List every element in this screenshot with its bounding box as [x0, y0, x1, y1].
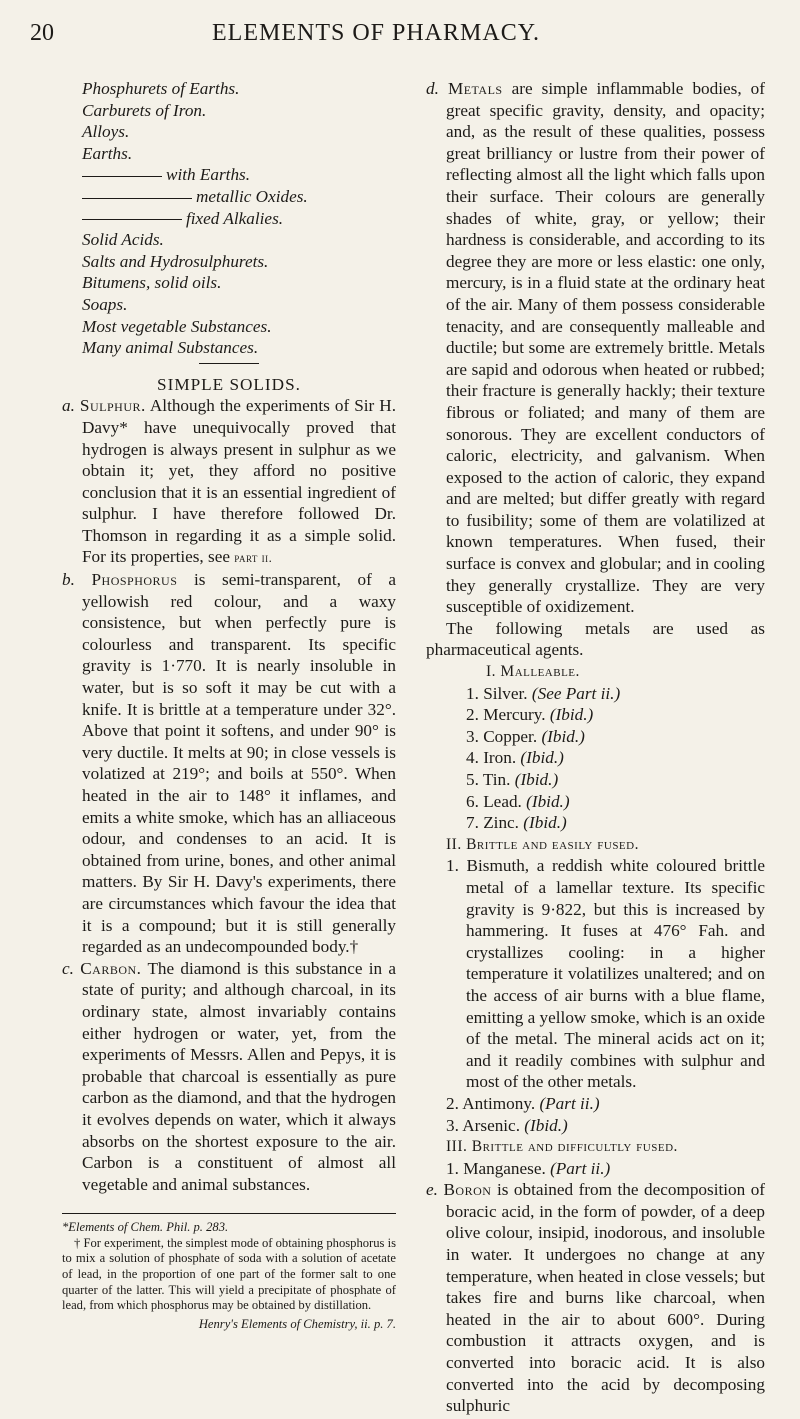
list-item: metallic Oxides. — [62, 186, 396, 208]
list-item: Carburets of Iron. — [82, 100, 207, 120]
list-item: 7. Zinc. (Ibid.) — [466, 813, 567, 833]
section-title: SIMPLE SOLIDS. — [157, 374, 301, 394]
left-column — [62, 78, 396, 1335]
list-item: Salts and Hydrosulphurets. — [82, 251, 269, 271]
list-item: 4. Iron. (Ibid.) — [466, 748, 564, 768]
list-item: Alloys. — [82, 122, 130, 142]
footnote: *Elements of Chem. Phil. p. 283. — [62, 1220, 229, 1235]
dash-rule — [82, 198, 192, 199]
group-heading: III. Brittle and difficultly fused. — [446, 1138, 678, 1156]
dash-rule — [82, 219, 182, 220]
paragraph-sulphur: a. Sulphur. Although the experiments of Sir H. Davy* have unequivocally proved that hydrogen is always present in sulphur as we obtain it; yet, they afford no positive conclusion that it is an essential ingredient of sulphur. I have therefore followed Dr. Thomson in regarding it as a simple solid. For its properties, see part ii. — [62, 396, 396, 567]
page-header — [0, 0, 800, 62]
list-item: 3. Copper. (Ibid.) — [466, 726, 585, 746]
footnote: † For experiment, the simplest mode of obtaining phosphorus is to mix a solution of phosphate of soda with a solution of acetate of lead, in the proportion of one part of the former salt to one quarter of the latter. This will yield a precipitate of phosphate of lead, from which phosphorus may be obtained by distillation. — [62, 1235, 396, 1313]
paragraph-metals: d. Metals are simple inflammable bodies, of great specific gravity, density, and opacity; and, as the result of these qualities, possess great brilliancy or lustre from their power of reflecting almost all the light which falls upon their surface. Their colours are generally shades of white, gray, or yellow; their hardness is considerable, and according to its degree they are more or less elastic: one only, mercury, is in a fluid state at the ordinary heat of the air. Many of them possess considerable tenacity, and are consequently malleable and ductile; but some are extremely brittle. Metals are sapid and odorous when heated or rubbed; their fracture is generally hackly; their texture fibrous or foliated; and many of them are sonorous. They are excellent conductors of caloric, electricity, and galvanism. When exposed to the action of caloric, they expand and are melted; but differ greatly with regard to fusibility; some of them are volatilized at known temperatures. When fused, their surface is convex and globular; and in cooling they generally crystallize. They are very susceptible of oxidizement. — [426, 79, 765, 617]
list-item: fixed Alkalies. — [62, 208, 396, 230]
page-number: 20 — [30, 20, 54, 46]
paragraph-carbon: c. Carbon. The diamond is this substance in a state of purity; and although charcoal, in its ordinary state, almost invariably contains either hydrogen or water, yet, from the experiments of Messrs. Allen and Pepys, it is probable that charcoal is essentially as pure carbon as the diamond, and that the hydrogen it evolves depends on water, which it always absorbs on the shortest exposure to the air. Carbon is a constituent of almost all vegetable and animal substances. — [62, 958, 396, 1194]
list-item: with Earths. — [62, 164, 396, 186]
list-item: 5. Tin. (Ibid.) — [466, 770, 559, 789]
dash-rule — [82, 176, 162, 177]
footnote-rule — [62, 1213, 396, 1214]
list-item: Solid Acids. — [82, 230, 164, 250]
list-item: Earths. — [82, 143, 133, 163]
list-item: Many animal Substances. — [82, 338, 259, 358]
list-item: 3. Arsenic. (Ibid.) — [446, 1115, 568, 1135]
list-item: Soaps. — [82, 294, 128, 314]
group-heading: I. Malleable. — [486, 663, 580, 681]
list-item: Most vegetable Substances. — [82, 316, 272, 336]
list-item: 1. Manganese. (Part ii.) — [446, 1158, 611, 1178]
paragraph-phosphorus: b. Phosphorus is semi-transparent, of a yellowish red colour, and a waxy consistence, but when perfectly pure is colourless and transparent. Its specific gravity is 1·770. It is nearly insoluble in water, but is so soft it may be cut with a knife. It is brittle at a temperature under 32°. Above that point it softens, and under 90° is very ductile. It melts at 90; in close vessels is volatized at 219°; and boils at 550°. When heated in the air to 148° it inflames, and emits a white smoke, which has an alliaceous odour, and condenses to an acid. It is obtained from urine, bones, and other animal matters. By Sir H. Davy's experiments, there are circumstances which favour the idea that it is a compound; but it is still generally regarded as an undecompounded body.† — [62, 570, 397, 957]
right-column — [426, 78, 765, 1417]
footnote-citation: Henry's Elements of Chemistry, ii. p. 7. — [198, 1316, 396, 1331]
paragraph-metals-intro: The following metals are used as pharmaceutical agents. — [426, 618, 765, 660]
list-item: 2. Antimony. (Part ii.) — [446, 1093, 600, 1113]
list-item: 6. Lead. (Ibid.) — [466, 791, 570, 811]
list-item: Bitumens, solid oils. — [82, 273, 222, 293]
list-item: Phosphurets of Earths. — [82, 79, 240, 98]
paragraph-bismuth: 1. Bismuth, a reddish white coloured brittle metal of a lamellar texture. Its specific gravity is 9·822, but this is increased by hammering. It fuses at 476° Fah. and crystallizes cooling: in a higher temperature it volatilizes unaltered; and on the access of air burns with a blue flame, emitting a yellow smoke, which is an oxide of the metal. The mineral acids act on it; and it readily combines with sulphur and most of the other metals. — [446, 856, 765, 1092]
list-item: 2. Mercury. (Ibid.) — [466, 705, 594, 725]
running-title: ELEMENTS OF PHARMACY. — [212, 20, 540, 46]
section-divider — [199, 363, 259, 364]
paragraph-boron: e. Boron is obtained from the decomposition of boracic acid, in the form of powder, of a deep olive colour, insipid, inodorous, and insoluble in water. It undergoes no change at any temperature, when heated in close vessels; but takes fire and burns like charcoal, when heated in the air to about 600°. During combustion it attracts oxygen, and is converted into boracic acid. It is also converted into the acid by decomposing sulphuric — [426, 1180, 766, 1416]
group-heading: II. Brittle and easily fused. — [446, 835, 639, 853]
list-item: 1. Silver. (See Part ii.) — [466, 683, 621, 703]
